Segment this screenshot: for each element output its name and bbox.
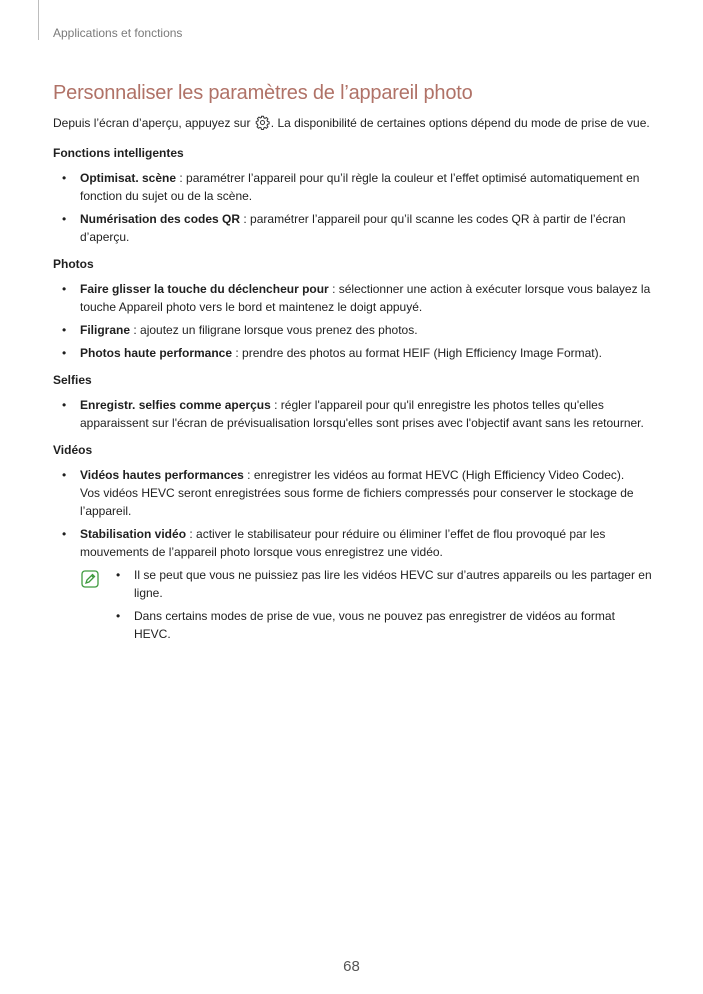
intro-text-before: Depuis l’écran d’aperçu, appuyez sur (53, 116, 254, 130)
selfies-list (53, 396, 653, 432)
item-extra: Vos vidéos HEVC seront enregistrées sous forme de fichiers compressés pour conserver le stockage de l’appareil. (80, 486, 634, 518)
heading-videos: Vidéos (53, 443, 93, 457)
item-term: Vidéos hautes performances (80, 468, 244, 482)
note-list (107, 566, 653, 643)
item-desc: : régler l'appareil pour qu'il enregistre les photos telles qu'elles apparaissent sur l'écran de prévisualisation lorsqu'elles sont prises avec l'objectif avant sans les retourner. (80, 398, 644, 430)
item-desc: : activer le stabilisateur pour réduire ou éliminer l’effet de flou provoqué par les mouvements de l’appareil photo lorsque vous enregistrez une vidéo. (80, 527, 606, 559)
item-desc: : prendre des photos au format HEIF (High Efficiency Image Format). (232, 346, 602, 360)
intro-paragraph (53, 114, 653, 135)
gear-icon (255, 115, 270, 135)
heading-smart-features: Fonctions intelligentes (53, 146, 184, 160)
page-number: 68 (343, 958, 360, 975)
item-desc: : paramétrer l’appareil pour qu’il règle la couleur et l’effet optimisé automatiquement en fonction du sujet ou de la scène. (80, 171, 640, 203)
list-item (53, 466, 653, 520)
intro-text-after: . La disponibilité de certaines options dépend du mode de prise de vue. (270, 116, 650, 130)
item-term: Photos haute performance (80, 346, 233, 360)
item-desc: : paramétrer l’appareil pour qu’il scanne les codes QR à partir de l’écran d’aperçu. (80, 212, 626, 244)
item-term: Faire glisser la touche du déclencheur pour (80, 282, 329, 296)
list-item (53, 321, 653, 339)
note-item: • Dans certains modes de prise de vue, vous ne pouvez pas enregistrer de vidéos au format HEVC. (107, 607, 653, 643)
content (53, 114, 653, 648)
header-rule (38, 0, 39, 40)
item-term: Numérisation des codes QR (80, 212, 241, 226)
note-item: • Il se peut que vous ne puissiez pas lire les vidéos HEVC sur d’autres appareils ou les partager en ligne. (107, 566, 653, 602)
list-item (53, 210, 653, 246)
list-item (53, 525, 653, 561)
item-term: Filigrane (80, 323, 131, 337)
smart-features-list (53, 169, 653, 246)
item-desc: : enregistrer les vidéos au format HEVC (High Efficiency Video Codec). (243, 468, 625, 482)
page-title: Personnaliser les paramètres de l’appareil photo (53, 82, 473, 104)
list-item (53, 396, 653, 432)
list-item (53, 344, 653, 362)
heading-photos: Photos (53, 257, 94, 271)
item-desc: : ajoutez un filigrane lorsque vous prenez des photos. (130, 323, 418, 337)
list-item (53, 280, 653, 316)
note-box (53, 566, 653, 643)
videos-list (53, 466, 653, 561)
list-item (53, 169, 653, 205)
item-term: Optimisat. scène (80, 171, 177, 185)
heading-selfies: Selfies (53, 373, 92, 387)
note-pencil-icon (81, 570, 99, 593)
item-term: Stabilisation vidéo (80, 527, 187, 541)
item-term: Enregistr. selfies comme aperçus (80, 398, 271, 412)
running-header: Applications et fonctions (53, 26, 183, 40)
item-desc: : sélectionner une action à exécuter lorsque vous balayez la touche Appareil photo vers le bord et maintenez le doigt appuyé. (80, 282, 651, 314)
photos-list (53, 280, 653, 362)
